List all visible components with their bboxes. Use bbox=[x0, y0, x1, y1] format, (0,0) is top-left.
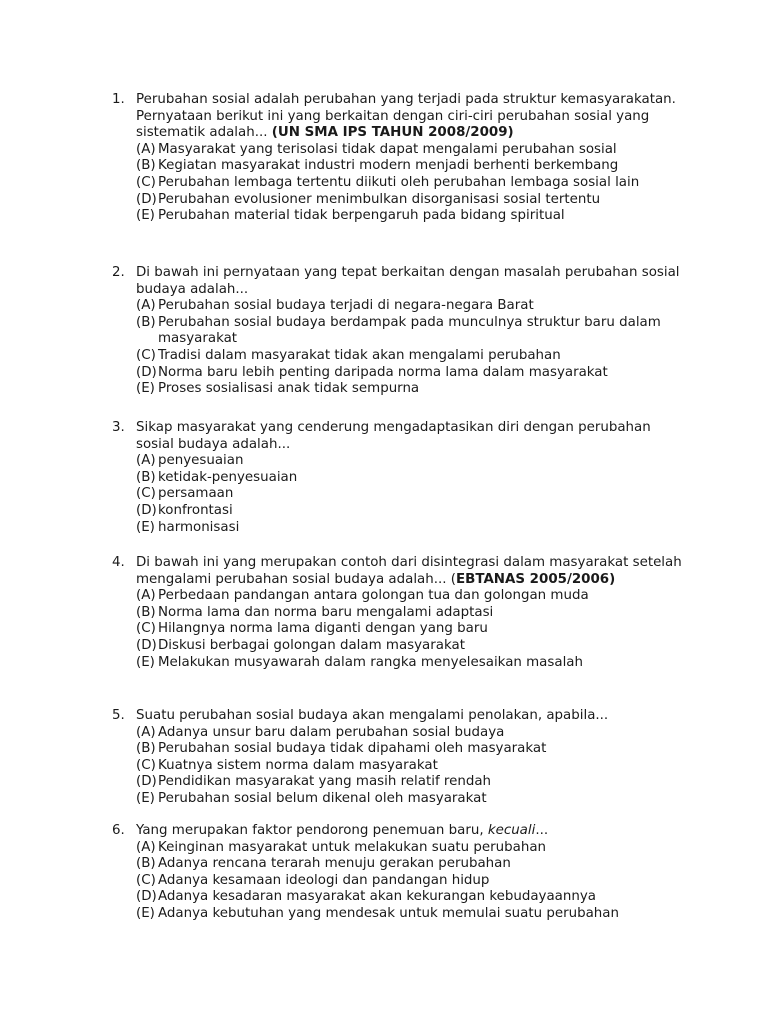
option-text: Perubahan sosial belum dikenal oleh masyarakat bbox=[158, 790, 487, 806]
option-a bbox=[136, 725, 692, 742]
option-e bbox=[136, 208, 692, 225]
option-text: penyesuaian bbox=[158, 453, 244, 469]
question-number: 2. bbox=[112, 265, 125, 280]
option-letter: (E) bbox=[136, 381, 155, 397]
option-a bbox=[136, 453, 692, 470]
option-d bbox=[136, 365, 692, 382]
option-text: Adanya unsur baru dalam perubahan sosial budaya bbox=[158, 724, 505, 740]
option-b bbox=[136, 470, 692, 487]
option-b bbox=[136, 158, 692, 175]
option-d bbox=[136, 889, 692, 906]
option-letter: (A) bbox=[136, 724, 156, 740]
option-d bbox=[136, 503, 692, 520]
option-text: Perubahan sosial budaya terjadi di negara-negara Barat bbox=[158, 298, 534, 314]
options-list bbox=[136, 453, 692, 536]
option-d bbox=[136, 192, 692, 209]
question-2 bbox=[112, 265, 692, 398]
option-letter: (E) bbox=[136, 905, 155, 921]
option-letter: (B) bbox=[136, 158, 156, 174]
question-6 bbox=[112, 823, 692, 923]
option-b bbox=[136, 315, 692, 348]
question-number: 4. bbox=[112, 555, 125, 570]
option-text: Tradisi dalam masyarakat tidak akan mengalami perubahan bbox=[158, 347, 561, 363]
option-text: Norma lama dan norma baru mengalami adaptasi bbox=[158, 604, 494, 620]
option-text: Perbedaan pandangan antara golongan tua dan golongan muda bbox=[158, 588, 589, 604]
option-text: Perubahan sosial budaya tidak dipahami oleh masyarakat bbox=[158, 741, 547, 757]
question-source: (UN SMA IPS TAHUN 2008/2009) bbox=[271, 125, 514, 141]
option-text: Pendidikan masyarakat yang masih relatif rendah bbox=[158, 774, 492, 790]
options-list bbox=[136, 142, 692, 225]
option-letter: (B) bbox=[136, 469, 156, 485]
option-letter: (E) bbox=[136, 654, 155, 670]
question-3 bbox=[112, 420, 692, 536]
option-text: ketidak-penyesuaian bbox=[158, 469, 298, 485]
option-b bbox=[136, 856, 692, 873]
option-text: Adanya rencana terarah menuju gerakan perubahan bbox=[158, 856, 511, 872]
option-text: Melakukan musyawarah dalam rangka menyelesaikan masalah bbox=[158, 654, 583, 670]
option-letter: (E) bbox=[136, 208, 155, 224]
option-text: persamaan bbox=[158, 486, 234, 502]
option-letter: (C) bbox=[136, 757, 156, 773]
option-letter: (C) bbox=[136, 486, 156, 502]
option-a bbox=[136, 840, 692, 857]
option-letter: (D) bbox=[136, 364, 157, 380]
option-text: Kegiatan masyarakat industri modern menjadi berhenti berkembang bbox=[158, 158, 619, 174]
question-4 bbox=[112, 555, 692, 671]
question-text: Yang merupakan faktor pendorong penemuan baru, kecuali... bbox=[136, 823, 549, 838]
question-emphasis: kecuali bbox=[487, 823, 536, 838]
question-text: Perubahan sosial adalah perubahan yang terjadi pada struktur kemasyarakatan. Pernyataan berikut ini yang berkaitan dengan ciri-ciri perubahan sosial yang sistematik adalah... (UN SMA IPS TAHUN 2008/2009) bbox=[136, 92, 676, 141]
option-text: Perubahan lembaga tertentu diikuti oleh perubahan lembaga sosial lain bbox=[158, 174, 640, 190]
option-c bbox=[136, 621, 692, 638]
options-list bbox=[136, 725, 692, 808]
option-letter: (D) bbox=[136, 774, 157, 790]
question-text: Di bawah ini pernyataan yang tepat berkaitan dengan masalah perubahan sosial budaya adalah... bbox=[136, 265, 680, 297]
option-text: Masyarakat yang terisolasi tidak dapat mengalami perubahan sosial bbox=[158, 141, 617, 157]
option-letter: (C) bbox=[136, 621, 156, 637]
option-e bbox=[136, 655, 692, 672]
option-letter: (B) bbox=[136, 856, 156, 872]
question-1 bbox=[112, 92, 692, 225]
question-5 bbox=[112, 708, 692, 808]
option-e bbox=[136, 791, 692, 808]
question-number: 1. bbox=[112, 92, 125, 107]
option-a bbox=[136, 142, 692, 159]
option-a bbox=[136, 588, 692, 605]
options-list bbox=[136, 298, 692, 398]
option-e bbox=[136, 520, 692, 537]
option-letter: (C) bbox=[136, 174, 156, 190]
option-text: Kuatnya sistem norma dalam masyarakat bbox=[158, 757, 438, 773]
option-e bbox=[136, 906, 692, 923]
option-letter: (A) bbox=[136, 141, 156, 157]
question-number: 5. bbox=[112, 708, 125, 723]
option-letter: (B) bbox=[136, 314, 156, 330]
option-text: Diskusi berbagai golongan dalam masyarakat bbox=[158, 637, 465, 653]
option-c bbox=[136, 758, 692, 775]
option-letter: (D) bbox=[136, 637, 157, 653]
question-text: Di bawah ini yang merupakan contoh dari disintegrasi dalam masyarakat setelah mengalami perubahan sosial budaya adalah... (EBTANAS 2005/2006) bbox=[136, 555, 682, 587]
option-c bbox=[136, 486, 692, 503]
option-text: Perubahan evolusioner menimbulkan disorganisasi sosial tertentu bbox=[158, 191, 601, 207]
option-text: Hilangnya norma lama diganti dengan yang baru bbox=[158, 621, 488, 637]
option-letter: (A) bbox=[136, 588, 156, 604]
option-letter: (D) bbox=[136, 191, 157, 207]
option-e bbox=[136, 381, 692, 398]
option-letter: (B) bbox=[136, 604, 156, 620]
option-letter: (A) bbox=[136, 839, 156, 855]
option-c bbox=[136, 348, 692, 365]
option-c bbox=[136, 873, 692, 890]
options-list bbox=[136, 588, 692, 671]
option-text: Perubahan material tidak berpengaruh pada bidang spiritual bbox=[158, 208, 565, 224]
question-number: 3. bbox=[112, 420, 125, 435]
option-letter: (D) bbox=[136, 502, 157, 518]
option-letter: (E) bbox=[136, 519, 155, 535]
question-source: EBTANAS 2005/2006) bbox=[456, 571, 616, 587]
option-b bbox=[136, 605, 692, 622]
option-letter: (C) bbox=[136, 347, 156, 363]
option-text: Adanya kebutuhan yang mendesak untuk memulai suatu perubahan bbox=[158, 905, 619, 921]
option-letter: (D) bbox=[136, 889, 157, 905]
question-text: Suatu perubahan sosial budaya akan mengalami penolakan, apabila... bbox=[136, 708, 609, 723]
option-a bbox=[136, 298, 692, 315]
option-text: Proses sosialisasi anak tidak sempurna bbox=[158, 381, 420, 397]
option-letter: (E) bbox=[136, 790, 155, 806]
option-text: konfrontasi bbox=[158, 502, 233, 518]
question-number: 6. bbox=[112, 823, 125, 838]
option-text: Keinginan masyarakat untuk melakukan suatu perubahan bbox=[158, 839, 547, 855]
option-letter: (C) bbox=[136, 872, 156, 888]
option-c bbox=[136, 175, 692, 192]
option-letter: (A) bbox=[136, 298, 156, 314]
option-letter: (A) bbox=[136, 453, 156, 469]
option-d bbox=[136, 774, 692, 791]
option-text: Adanya kesadaran masyarakat akan kekurangan kebudayaannya bbox=[158, 889, 596, 905]
question-text: Sikap masyarakat yang cenderung mengadaptasikan diri dengan perubahan sosial budaya adalah... bbox=[136, 420, 651, 452]
option-letter: (B) bbox=[136, 741, 156, 757]
option-text: Norma baru lebih penting daripada norma lama dalam masyarakat bbox=[158, 364, 608, 380]
option-d bbox=[136, 638, 692, 655]
option-text: harmonisasi bbox=[158, 519, 240, 535]
option-text: Perubahan sosial budaya berdampak pada munculnya struktur baru dalam masyarakat bbox=[158, 314, 661, 347]
options-list bbox=[136, 840, 692, 923]
option-text: Adanya kesamaan ideologi dan pandangan hidup bbox=[158, 872, 490, 888]
option-b bbox=[136, 741, 692, 758]
